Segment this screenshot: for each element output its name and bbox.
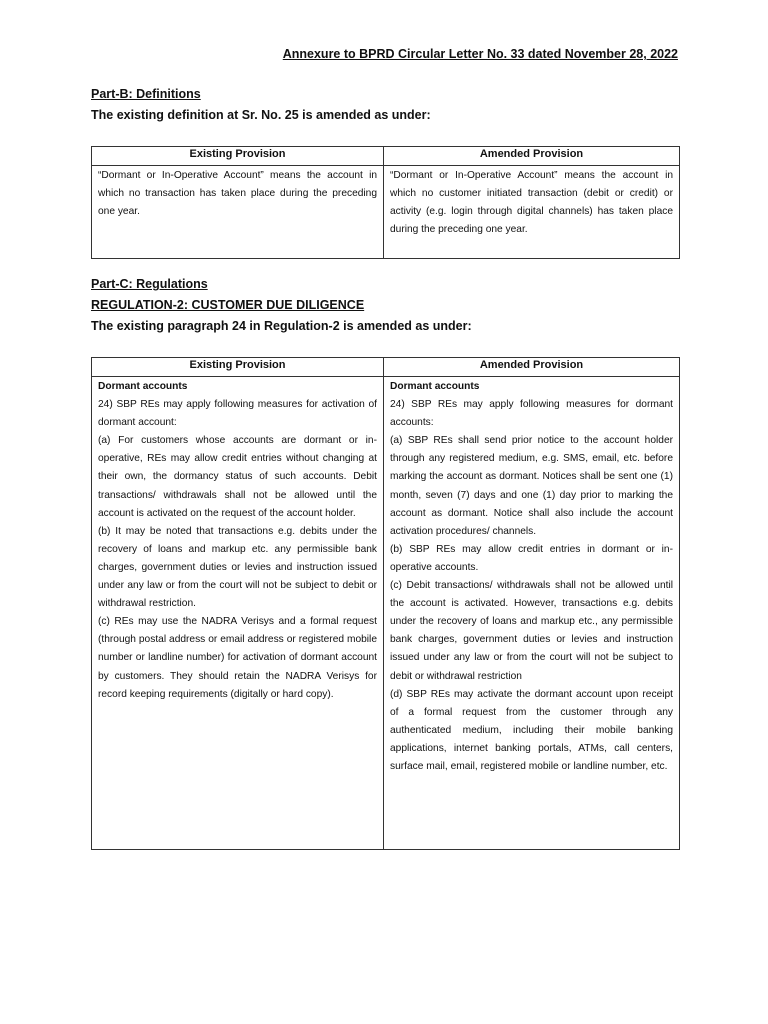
part-b-heading: Part-B: Definitions [91, 87, 201, 101]
regulation-2-heading: REGULATION-2: CUSTOMER DUE DILIGENCE [91, 298, 365, 312]
amended-para-24: 24) SBP REs may apply following measures for dormant accounts: [390, 399, 673, 429]
definitions-table-row [92, 166, 680, 259]
regulations-table-row [92, 377, 680, 850]
existing-para-24: 24) SBP REs may apply following measures for activation of dormant account: [98, 399, 377, 429]
amended-provision-header: Amended Provision [384, 147, 680, 166]
regulations-table-header-row [92, 358, 680, 377]
existing-para-c: (c) REs may use the NADRA Verisys and a formal request (through postal address or email address or registered mobile number or landline number) for activation of dormant account by customers. They should retain the NADRA Verisys for record keeping requirements (digitally or hard copy). [98, 616, 377, 700]
regulations-table [91, 357, 680, 850]
amended-para-d: (d) SBP REs may activate the dormant account upon receipt of a formal request from the customer through any authenticated medium, including their mobile banking applications, internet banking portals, ATMs, call centers, surface mail, email, registered mobile or landline number, etc. [390, 688, 673, 772]
existing-provision-header: Existing Provision [92, 147, 384, 166]
part-c-intro: The existing paragraph 24 in Regulation-2 is amended as under: [91, 319, 472, 333]
existing-dormant-accounts-title: Dormant accounts [98, 381, 188, 392]
part-c-heading: Part-C: Regulations [91, 277, 208, 291]
definitions-table [91, 146, 680, 259]
existing-para-a: (a) For customers whose accounts are dormant or in-operative, REs may allow credit entries without changing at their own, the dormancy status of such accounts. Debit transactions/ withdrawals shall not be allowed until the account is activated on the request of the account holder. [98, 435, 377, 519]
amended-para-a: (a) SBP REs shall send prior notice to the account holder through any registered medium, e.g. SMS, email, etc. before marking the account as dormant. Notices shall be sent one (1) month, seven (7) days and one (1) day prior to marking the account as dormant. Notice shall also include the account activation procedures/ channels. [390, 435, 673, 537]
amended-para-c: (c) Debit transactions/ withdrawals shall not be allowed until the account is activated. However, transactions e.g. debits under the recovery of loans and markup etc., any permissible bank charges, government duties or levies and instruction issued under any law or from the court will not be subject to debit or withdrawal restriction [390, 580, 673, 682]
amended-definition-cell: “Dormant or In-Operative Account” means the account in which no customer initiated transaction (debit or credit) or activity (e.g. login through digital channels) has taken place during the preceding one year. [384, 166, 680, 259]
existing-provision-header: Existing Provision [92, 358, 384, 377]
annexure-reference: Annexure to BPRD Circular Letter No. 33 dated November 28, 2022 [282, 47, 678, 61]
amended-regulation-cell [384, 377, 680, 850]
amended-provision-header: Amended Provision [384, 358, 680, 377]
existing-regulation-cell [92, 377, 384, 850]
existing-definition-cell: “Dormant or In-Operative Account” means the account in which no transaction has taken place during the preceding one year. [92, 166, 384, 259]
existing-para-b: (b) It may be noted that transactions e.g. debits under the recovery of loans and markup etc. any permissible bank charges, government duties or levies and instruction issued under any law or from the court will not be subject to debit or withdrawal restriction. [98, 525, 377, 610]
definitions-table-header-row [92, 147, 680, 166]
part-b-intro: The existing definition at Sr. No. 25 is amended as under: [91, 108, 431, 122]
amended-para-b: (b) SBP REs may allow credit entries in dormant or in-operative accounts. [390, 543, 673, 573]
amended-dormant-accounts-title: Dormant accounts [390, 381, 480, 392]
